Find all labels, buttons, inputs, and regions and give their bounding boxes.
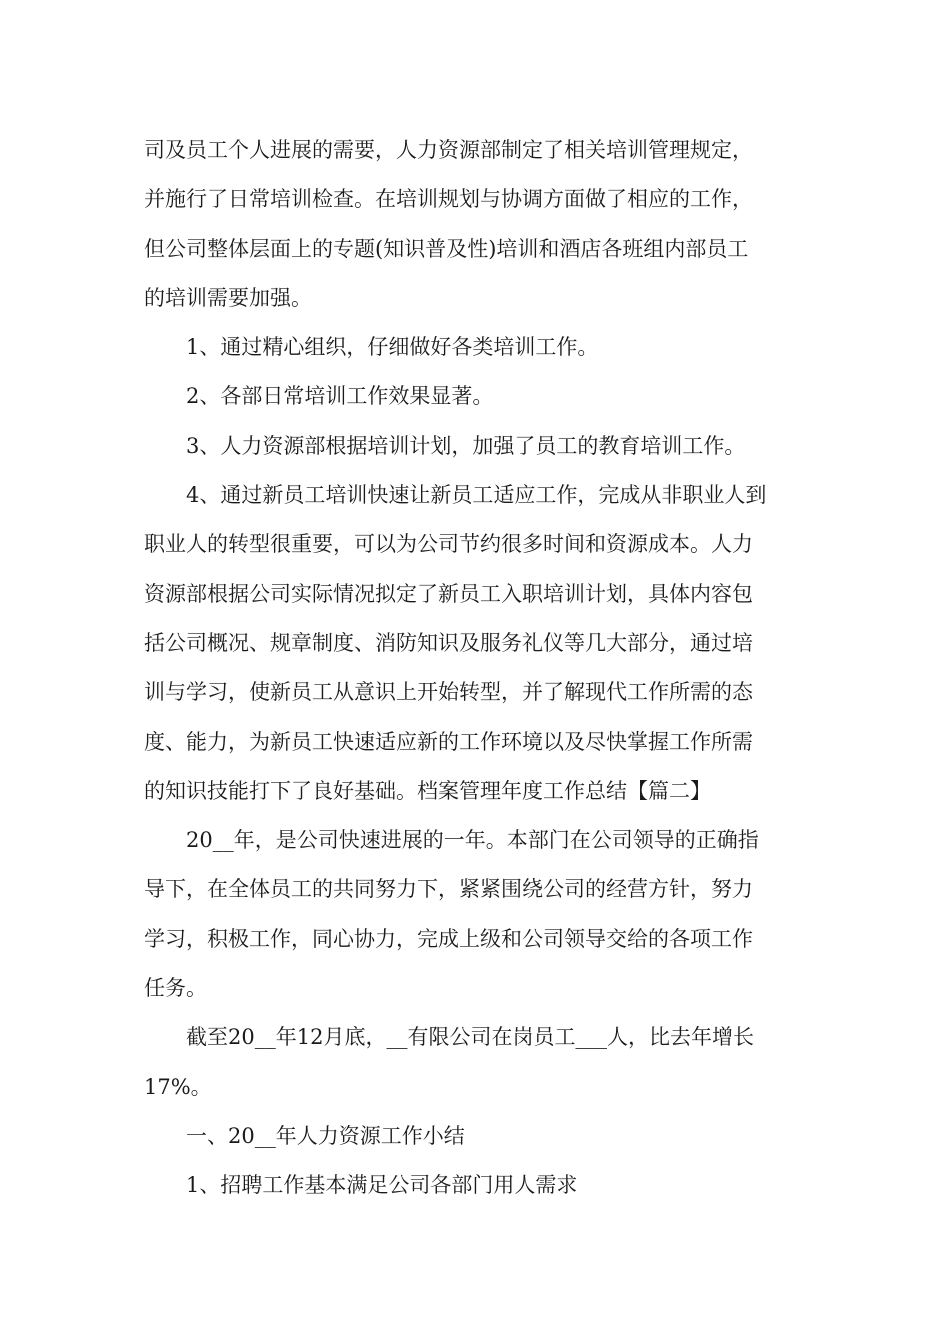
text-line: 2、各部日常培训工作效果显著。	[186, 384, 494, 409]
text-line: 的知识技能打下了良好基础。档案管理年度工作总结【篇二】	[144, 778, 711, 803]
text-line: 17%。	[144, 1074, 212, 1099]
text-line: 学习，积极工作，同心协力，完成上级和公司领导交给的各项工作	[144, 926, 753, 951]
text-line: 但公司整体层面上的专题(知识普及性)培训和酒店各班组内部员工	[144, 236, 749, 261]
text-line: 的培训需要加强。	[144, 285, 312, 310]
text-line: 3、人力资源部根据培训计划，加强了员工的教育培训工作。	[186, 433, 746, 458]
subsection-heading	[144, 1161, 808, 1210]
section-heading	[144, 1112, 808, 1161]
list-item-1	[144, 323, 808, 372]
list-item-2	[144, 372, 808, 421]
text-line: 1、招聘工作基本满足公司各部门用人需求	[186, 1173, 578, 1198]
text-line: 1、通过精心组织，仔细做好各类培训工作。	[186, 335, 599, 360]
text-line: 任务。	[144, 976, 207, 1001]
text-line: 20__年，是公司快速进展的一年。本部门在公司领导的正确指	[186, 828, 759, 853]
paragraph-year-overview	[144, 816, 808, 1013]
text-line: 括公司概况、规章制度、消防知识及服务礼仪等几大部分，通过培	[144, 630, 753, 655]
text-line: 训与学习，使新员工从意识上开始转型，并了解现代工作所需的态	[144, 680, 753, 705]
document-body	[144, 126, 808, 1211]
list-item-4	[144, 471, 808, 816]
paragraph-training-summary	[144, 126, 808, 323]
text-line: 一、20__年人力资源工作小结	[186, 1123, 465, 1148]
text-line: 导下，在全体员工的共同努力下，紧紧围绕公司的经营方针，努力	[144, 877, 753, 902]
paragraph-staff-count	[144, 1013, 808, 1112]
text-line: 司及员工个人进展的需要，人力资源部制定了相关培训管理规定，	[144, 138, 753, 162]
text-line: 4、通过新员工培训快速让新员工适应工作，完成从非职业人到	[186, 483, 767, 508]
text-line: 职业人的转型很重要，可以为公司节约很多时间和资源成本。人力	[144, 532, 753, 557]
text-line: 度、能力，为新员工快速适应新的工作环境以及尽快掌握工作所需	[144, 729, 753, 754]
text-line: 资源部根据公司实际情况拟定了新员工入职培训计划，具体内容包	[144, 581, 753, 606]
text-line: 截至20__年12月底，__有限公司在岗员工___人，比去年增长	[186, 1025, 754, 1050]
list-item-3	[144, 422, 808, 471]
text-line: 并施行了日常培训检查。在培训规划与协调方面做了相应的工作，	[144, 187, 753, 212]
